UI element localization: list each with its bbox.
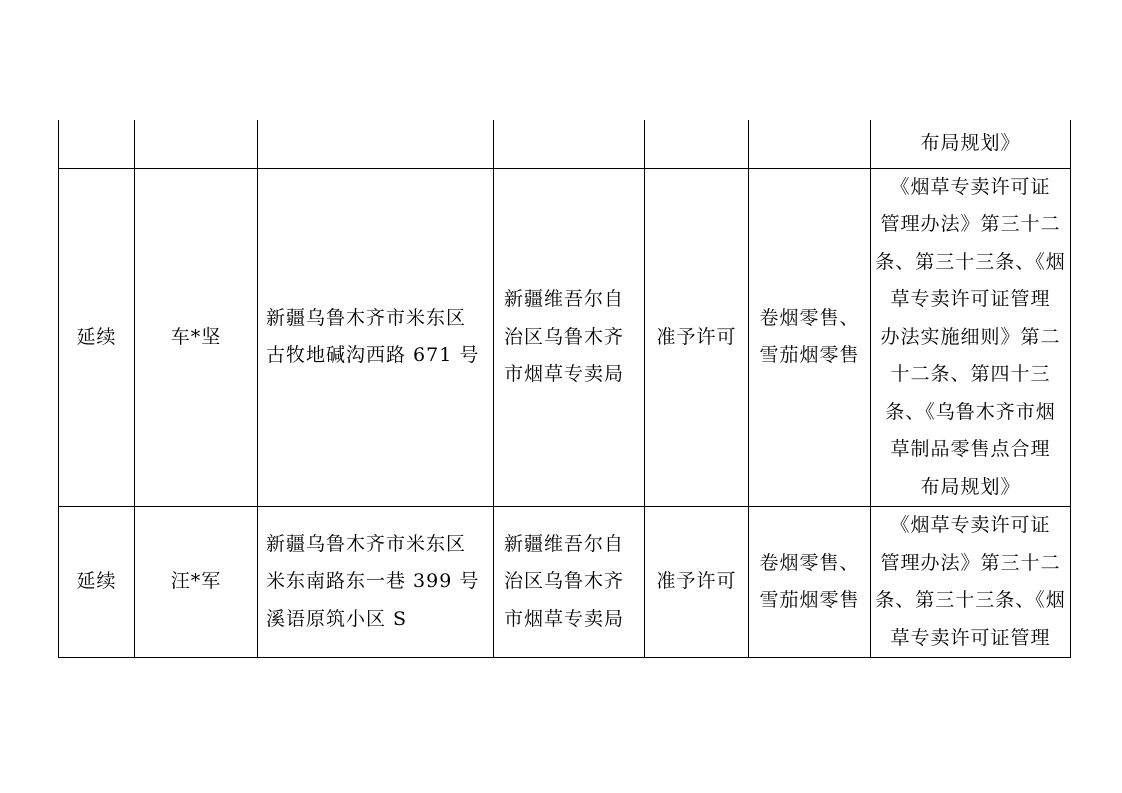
legal-basis-line: 条、第三十三条、《烟 <box>875 589 1066 611</box>
authority-line: 新疆维吾尔自 <box>504 288 625 310</box>
legal-basis-line: 十二条、第四十三 <box>890 363 1051 385</box>
legal-basis-cell <box>871 507 1071 658</box>
legal-basis-line: 管理办法》第三十二 <box>880 551 1061 574</box>
address-line: 米东南路东一巷 399 号 <box>266 570 480 593</box>
type-cell: 延续 <box>59 507 135 658</box>
scope-cell <box>749 168 871 507</box>
type-cell: 延续 <box>59 168 135 507</box>
legal-basis-line: 草专卖许可证管理 <box>890 626 1051 649</box>
legal-basis-line: 管理办法》第三十二 <box>880 213 1061 235</box>
scope-cell <box>749 507 871 658</box>
authority-line: 治区乌鲁木齐 <box>504 570 625 593</box>
legal-basis-line: 布局规划》 <box>920 132 1021 154</box>
legal-basis-line: 《烟草专卖许可证 <box>890 175 1051 198</box>
table-row <box>59 168 1071 507</box>
decision-cell: 准予许可 <box>645 507 749 658</box>
decision-cell: 准予许可 <box>645 168 749 507</box>
address-line: 溪语原筑小区 S <box>266 607 408 630</box>
license-table <box>58 120 1071 658</box>
legal-basis-cell <box>871 120 1071 168</box>
authority-line: 市烟草专卖局 <box>504 607 625 630</box>
scope-line: 雪茄烟零售 <box>759 344 860 367</box>
address-line: 新疆乌鲁木齐市米东区 <box>266 532 467 555</box>
authority-line: 治区乌鲁木齐 <box>504 325 625 348</box>
legal-basis-line: 草制品零售点合理 <box>890 438 1051 460</box>
authority-cell <box>494 120 645 168</box>
scope-line: 卷烟零售、 <box>759 551 860 574</box>
legal-basis-line: 办法实施细则》第二 <box>880 325 1061 348</box>
scope-cell <box>749 120 871 168</box>
legal-basis-line: 《烟草专卖许可证 <box>890 514 1051 536</box>
address-cell <box>258 507 494 658</box>
legal-basis-line: 条、第三十三条、《烟 <box>875 250 1066 273</box>
table-row <box>59 507 1071 658</box>
authority-line: 新疆维吾尔自 <box>504 532 625 555</box>
name-cell <box>135 120 258 168</box>
type-cell <box>59 120 135 168</box>
name-cell: 汪*军 <box>135 507 258 658</box>
legal-basis-line: 条、《乌鲁木齐市烟 <box>885 400 1056 423</box>
address-cell <box>258 120 494 168</box>
address-cell <box>258 168 494 507</box>
legal-basis-line: 布局规划》 <box>920 475 1021 498</box>
legal-basis-cell <box>871 168 1071 507</box>
authority-cell <box>494 507 645 658</box>
name-cell: 车*坚 <box>135 168 258 507</box>
address-line: 古牧地碱沟西路 671 号 <box>266 344 480 367</box>
decision-cell <box>645 120 749 168</box>
address-line: 新疆乌鲁木齐市米东区 <box>266 306 467 329</box>
table-row <box>59 120 1071 168</box>
authority-cell <box>494 168 645 507</box>
scope-line: 卷烟零售、 <box>759 306 860 329</box>
authority-line: 市烟草专卖局 <box>504 363 625 385</box>
legal-basis-line: 草专卖许可证管理 <box>890 288 1051 310</box>
scope-line: 雪茄烟零售 <box>759 589 860 611</box>
